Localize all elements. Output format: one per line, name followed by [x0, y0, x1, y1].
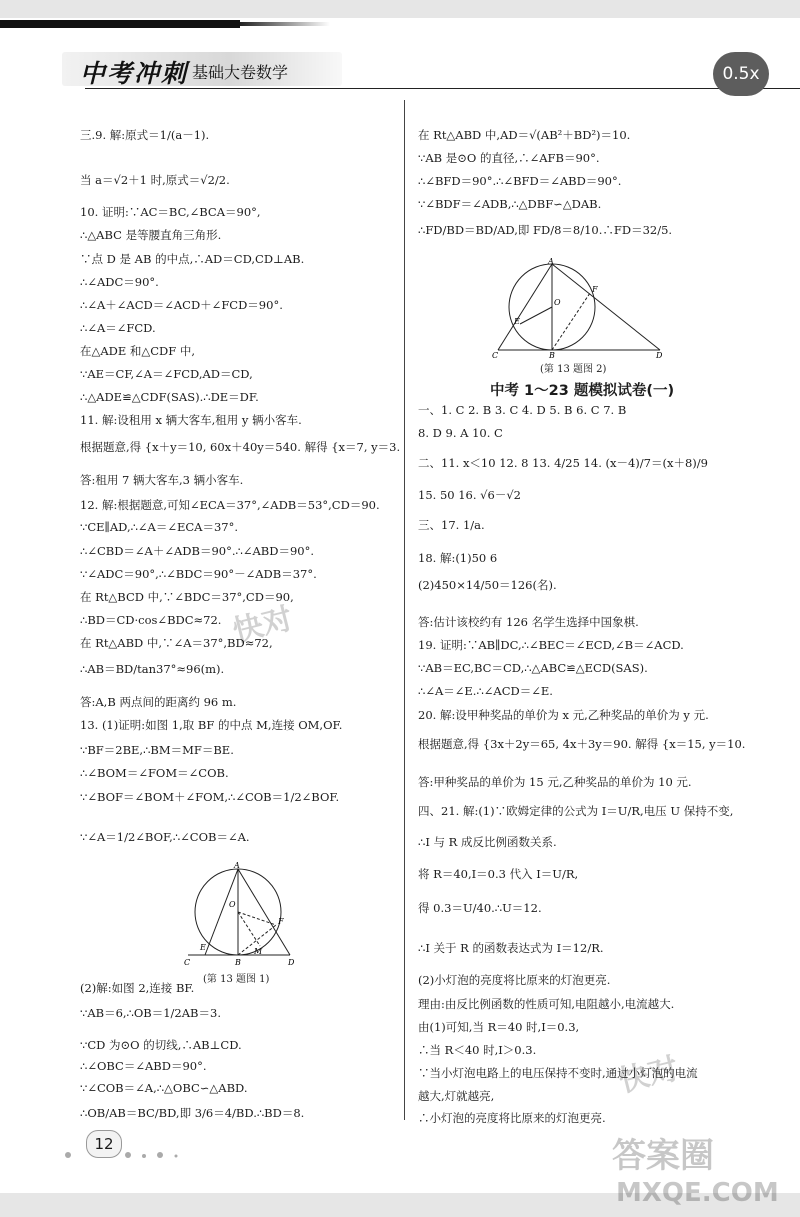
svg-text:O: O	[229, 900, 236, 909]
watermark-kuaidui-right: 快对	[615, 1051, 683, 1100]
left-answer-line: ∴OB/AB＝BC/BD,即 3/6＝4/BD.∴BD＝8.	[80, 1106, 305, 1120]
left-answer-line: ∵∠ADC＝90°,∴∠BDC＝90°－∠ADB＝37°.	[80, 567, 317, 581]
left-answer-line: ∵∠BOF＝∠BOM＋∠FOM,∴∠COB＝1/2∠BOF.	[80, 790, 340, 804]
right-answer-line: 18. 解:(1)50 6	[418, 551, 498, 565]
right-answer-line: ∴I 与 R 成反比例函数关系.	[418, 835, 557, 849]
left-answer-line: ∴∠CBD＝∠A＋∠ADB＝90°.∴∠ABD＝90°.	[80, 544, 314, 558]
right-answer-line: ∵当小灯泡电路上的电压保持不变时,通过小灯泡的电流	[418, 1066, 698, 1080]
figure-13-1-caption: (第 13 题图 1)	[203, 974, 270, 985]
left-answer-line: ∴AB＝BD/tan37°≈96(m).	[80, 662, 225, 676]
right-answer-line: 由(1)可知,当 R＝40 时,I＝0.3,	[418, 1020, 580, 1034]
left-answer-line: 当 a＝√2＋1 时,原式＝√2/2.	[80, 173, 230, 187]
left-answer-line: ∵∠A＝1/2∠BOF,∴∠COB＝∠A.	[80, 830, 250, 844]
right-answer-line: 根据题意,得 {3x＋2y＝65, 4x＋3y＝90. 解得 {x＝15, y＝10.	[418, 737, 746, 751]
figure-13-1	[180, 862, 300, 972]
left-answer-line: ∵点 D 是 AB 的中点,∴AD＝CD,CD⊥AB.	[80, 252, 305, 266]
svg-text:B: B	[235, 958, 241, 967]
left-answer-line: 10. 证明:∵AC＝BC,∠BCA＝90°,	[80, 205, 261, 219]
right-answer-line: ∴I 关于 R 的函数表达式为 I＝12/R.	[418, 941, 604, 955]
svg-text:E: E	[514, 317, 520, 326]
svg-text:F: F	[592, 285, 598, 294]
left-answer-line: ∵CE∥AD,∴∠A＝∠ECA＝37°.	[80, 520, 239, 534]
svg-text:C: C	[184, 958, 191, 967]
left-answer-line: 在△ADE 和△CDF 中,	[80, 344, 196, 358]
left-answer-line: ∴BD＝CD·cos∠BDC≈72.	[80, 613, 222, 627]
left-answer-line: 三.9. 解:原式＝1/(a－1).	[80, 128, 210, 142]
right-answer-line: ∴小灯泡的亮度将比原来的灯泡更亮.	[418, 1111, 606, 1125]
right-answer-line: 一、1. C 2. B 3. C 4. D 5. B 6. C 7. B	[418, 403, 627, 417]
left-answer-line: 根据题意,得 {x＋y＝10, 60x＋40y＝540. 解得 {x＝7, y＝3.	[80, 440, 401, 454]
svg-text:A: A	[548, 258, 554, 266]
column-divider	[404, 100, 405, 1120]
left-answer-line: ∵CD 为⊙O 的切线,∴AB⊥CD.	[80, 1038, 242, 1052]
right-answer-line: ∵AB 是⊙O 的直径,∴∠AFB＝90°.	[418, 151, 600, 165]
svg-text:D: D	[656, 351, 663, 358]
right-answer-line: 答:估计该校约有 126 名学生选择中国象棋.	[418, 615, 639, 629]
watermark-site: MXQE.COM	[616, 1178, 779, 1208]
book-brand: 中考冲刺	[80, 59, 189, 88]
right-answer-line: 二、11. x＜10 12. 8 13. 4/25 14. (x－4)/7＝(x＋8)/9	[418, 456, 708, 470]
svg-text:E: E	[200, 943, 206, 952]
right-answer-line: 理由:由反比例函数的性质可知,电阻越小,电流越大.	[418, 997, 675, 1011]
right-answer-line: ∵AB＝EC,BC＝CD,∴△ABC≌△ECD(SAS).	[418, 661, 648, 675]
svg-text:O: O	[554, 298, 561, 307]
footer-dots-decoration	[60, 1150, 210, 1160]
figure-13-2-caption: (第 13 题图 2)	[540, 364, 607, 375]
left-answer-line: ∴∠OBC＝∠ABD＝90°.	[80, 1059, 207, 1073]
svg-text:C: C	[492, 351, 499, 358]
left-answer-line: 答:租用 7 辆大客车,3 辆小客车.	[80, 473, 244, 487]
left-answer-line: 答:A,B 两点间的距离约 96 m.	[80, 695, 237, 709]
right-answer-line: 越大,灯就越亮,	[418, 1089, 495, 1103]
right-answer-line: 三、17. 1/a.	[418, 518, 485, 532]
svg-text:B: B	[549, 351, 555, 358]
left-answer-line: ∴△ABC 是等腰直角三角形.	[80, 228, 222, 242]
playback-speed-button[interactable]: 0.5x	[713, 52, 769, 96]
right-answer-line: 15. 50 16. √6－√2	[418, 488, 521, 502]
left-answer-line: ∵∠COB＝∠A,∴△OBC∽△ABD.	[80, 1081, 248, 1095]
right-answer-line: 20. 解:设甲种奖品的单价为 x 元,乙种奖品的单价为 y 元.	[418, 708, 709, 722]
right-answer-line: (2)450×14/50＝126(名).	[418, 578, 557, 592]
right-answer-line: 19. 证明:∵AB∥DC,∴∠BEC＝∠ECD,∠B＝∠ACD.	[418, 638, 684, 652]
section-title: 中考 1～23 题模拟试卷(一)	[490, 383, 675, 399]
left-answer-line: 13. (1)证明:如图 1,取 BF 的中点 M,连接 OM,OF.	[80, 718, 343, 732]
svg-text:M: M	[254, 947, 263, 956]
right-answer-line: 得 0.3＝U/40.∴U＝12.	[418, 901, 542, 915]
page-number: 12	[86, 1130, 122, 1158]
right-answer-line: 答:甲种奖品的单价为 15 元,乙种奖品的单价为 10 元.	[418, 775, 692, 789]
left-answer-line: ∴∠A＋∠ACD＝∠ACD＋∠FCD＝90°.	[80, 298, 283, 312]
left-answer-line: ∴∠ADC＝90°.	[80, 275, 159, 289]
left-answer-line: 在 Rt△BCD 中,∵∠BDC＝37°,CD＝90,	[80, 590, 294, 604]
left-answer-line: ∴△ADE≌△CDF(SAS).∴DE＝DF.	[80, 390, 259, 404]
left-answer-line: (2)解:如图 2,连接 BF.	[80, 981, 195, 995]
svg-text:F: F	[278, 917, 284, 926]
right-answer-line: 将 R＝40,I＝0.3 代入 I＝U/R,	[418, 867, 579, 881]
right-answer-line: ∴当 R＜40 时,I＞0.3.	[418, 1043, 537, 1057]
left-answer-line: ∴∠A＝∠FCD.	[80, 321, 156, 335]
right-answer-line: ∴FD/BD＝BD/AD,即 FD/8＝8/10.∴FD＝32/5.	[418, 223, 673, 237]
right-answer-line: 8. D 9. A 10. C	[418, 426, 503, 440]
right-answer-line: 四、21. 解:(1)∵欧姆定律的公式为 I＝U/R,电压 U 保持不变,	[418, 804, 734, 818]
figure-13-2	[490, 258, 670, 358]
left-answer-line: 12. 解:根据题意,可知∠ECA＝37°,∠ADB＝53°,CD＝90.	[80, 498, 380, 512]
header-rule	[85, 88, 800, 89]
right-answer-line: ∵∠BDF＝∠ADB,∴△DBF∽△DAB.	[418, 197, 602, 211]
top-bar-decoration	[0, 20, 240, 28]
right-answer-line: (2)小灯泡的亮度将比原来的灯泡更亮.	[418, 973, 611, 987]
svg-text:A: A	[234, 862, 240, 870]
watermark-kuaidui-center: 快对	[229, 601, 297, 650]
left-answer-line: ∵AE＝CF,∠A＝∠FCD,AD＝CD,	[80, 367, 253, 381]
top-bar-fade	[240, 22, 330, 26]
book-subject: 基础大卷数学	[192, 63, 289, 82]
right-answer-line: ∴∠A＝∠E.∴∠ACD＝∠E.	[418, 684, 553, 698]
right-answer-line: ∴∠BFD＝90°.∴∠BFD＝∠ABD＝90°.	[418, 174, 622, 188]
left-answer-line: 11. 解:设租用 x 辆大客车,租用 y 辆小客车.	[80, 413, 302, 427]
left-answer-line: ∴∠BOM＝∠FOM＝∠COB.	[80, 766, 229, 780]
left-answer-line: 在 Rt△ABD 中,∵∠A＝37°,BD≈72,	[80, 636, 273, 650]
right-answer-line: 在 Rt△ABD 中,AD＝√(AB²＋BD²)＝10.	[418, 128, 631, 142]
svg-text:D: D	[288, 958, 295, 967]
left-answer-line: ∵AB＝6,∴OB＝1/2AB＝3.	[80, 1006, 221, 1020]
left-answer-line: ∵BF＝2BE,∴BM＝MF＝BE.	[80, 743, 234, 757]
watermark-site-label: 答案圈	[612, 1136, 714, 1176]
